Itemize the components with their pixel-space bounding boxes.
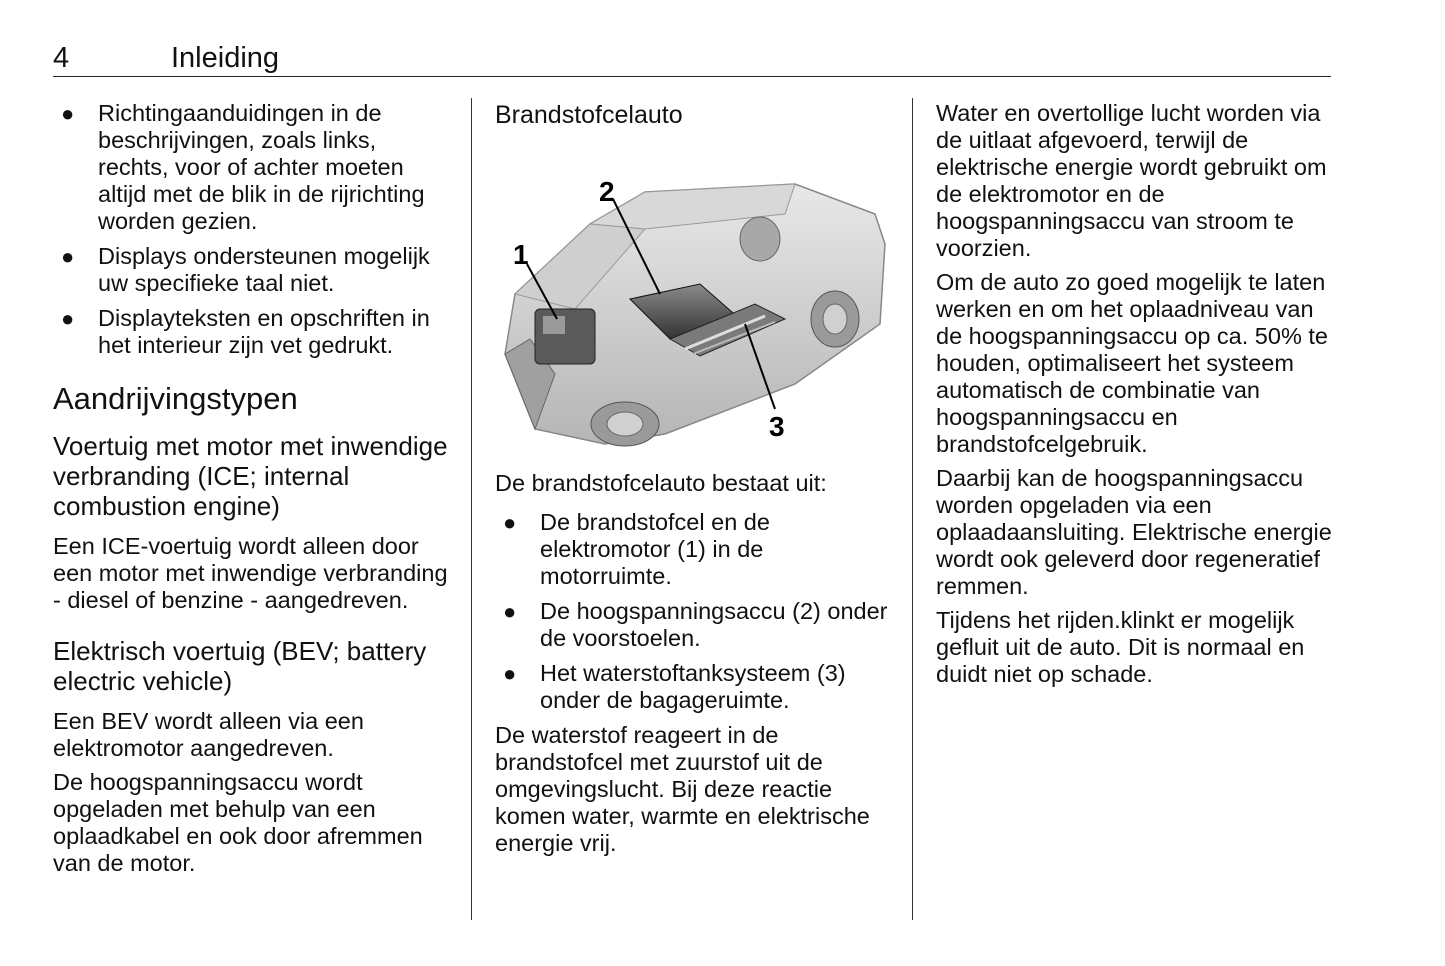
ice-paragraph: Een ICE-voertuig wordt alleen door een motor met inwendige verbranding - diesel of benzine - aangedreven. [53,533,448,613]
fuel-cell-detail [543,316,565,334]
list-item [53,243,448,297]
bullet-icon: ● [61,101,75,126]
list-item-text: De brandstofcel en de elektromotor (1) in de motorruimte. [540,509,770,589]
fuel-cell-vehicle-figure [495,144,895,454]
bullet-icon: ● [503,599,517,624]
van-illustration [495,144,895,454]
intro-paragraph: De brandstofcelauto bestaat uit: [495,470,827,496]
bev-paragraph: Een BEV wordt alleen via een elektromotor aangedreven. [53,708,364,761]
callout-3: 3 [769,411,785,442]
list-item-text: De hoogspanningsaccu (2) onder de voorstoelen. [540,598,888,651]
page-header [53,40,1331,77]
wheel-rim [607,412,643,436]
callout-2: 2 [599,176,615,207]
column-2 [495,100,895,864]
chapter-title: Inleiding [171,42,280,74]
fuel-cell-heading: Brandstofcelauto [495,101,683,129]
bev-paragraph: De hoogspanningsaccu wordt opgeladen met behulp van een oplaadkabel en ook door afremmen van de motor. [53,769,423,876]
bev-heading: Elektrisch voertuig (BEV; battery electric vehicle) [53,636,427,696]
callout-1: 1 [513,239,529,270]
wheel [740,217,780,261]
list-item-text: Richtingaanduidingen in de beschrijvingen, zoals links, rechts, voor of achter moeten altijd met de blik in de rijrichting worden gezien. [98,100,425,234]
bullet-icon: ● [503,510,517,535]
column-3 [936,100,1336,695]
list-item-text: Het waterstoftanksysteem (3) onder de bagageruimte. [540,660,846,713]
section-title: Aandrijvingstypen [53,381,298,416]
component-bullet-list [495,509,895,714]
body-paragraph: Water en overtollige lucht worden via de uitlaat afgevoerd, terwijl de elektrische energie wordt gebruikt om de elektromotor en de hoogspanningsaccu van stroom te voorzien. [936,100,1327,261]
bullet-icon: ● [61,306,75,331]
wheel-rim [823,304,847,334]
list-item [495,660,895,714]
list-item-text: Displays ondersteunen mogelijk uw specifieke taal niet. [98,243,430,296]
column-1 [53,100,448,884]
bullet-icon: ● [503,661,517,686]
body-paragraph: Daarbij kan de hoogspanningsaccu worden opgeladen via een oplaadaansluiting. Elektrische energie wordt ook geleverd door regeneratief remmen. [936,465,1332,599]
page-number: 4 [53,42,70,74]
column-divider [471,98,472,920]
list-item [53,100,448,235]
list-item-text: Displayteksten en opschriften in het interieur zijn vet gedrukt. [98,305,430,358]
bullet-icon: ● [61,244,75,269]
reaction-paragraph: De waterstof reageert in de brandstofcel met zuurstof uit de omgevingslucht. Bij deze reactie komen water, warmte en elektrische energie vrij. [495,722,870,856]
list-item [53,305,448,359]
list-item [495,509,895,590]
column-divider [912,98,913,920]
ice-heading: Voertuig met motor met inwendige verbranding (ICE; internal combustion engine) [53,431,448,521]
intro-bullet-list [53,100,448,359]
list-item [495,598,895,652]
body-paragraph: Tijdens het rijden.klinkt er mogelijk gefluit uit de auto. Dit is normaal en duidt niet op schade. [936,607,1305,687]
body-paragraph: Om de auto zo goed mogelijk te laten werken en om het oplaadniveau van de hoogspanningsaccu op ca. 50% te houden, optimaliseert het systeem automatisch de combinatie van hoogspanningsaccu en brandstofcelgebruik. [936,269,1328,457]
